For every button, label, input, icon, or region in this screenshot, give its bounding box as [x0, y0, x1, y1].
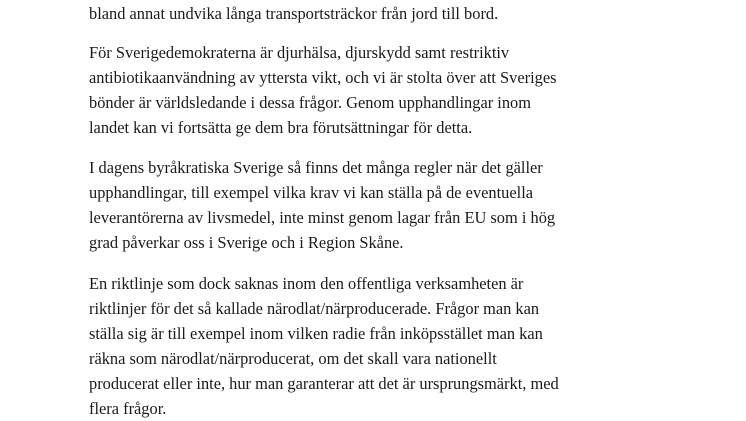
- text-line: upphandlingar, till exempel vilka krav vi kan ställa på de eventuella: [89, 183, 534, 202]
- text-line: producerat eller inte, hur man garanterar att det är ursprungsmärkt, med: [89, 374, 559, 393]
- paragraph-3: [89, 155, 555, 255]
- text-line: räkna som närodlat/närproducerat, om det skall vara nationellt: [89, 349, 497, 368]
- paragraph-4: [89, 271, 559, 421]
- text-line: leverantörerna av livsmedel, inte minst genom lagar från EU som i hög: [89, 208, 556, 227]
- text-line: flera frågor.: [89, 399, 167, 418]
- text-line: bönder är världsledande i dessa frågor. Genom upphandlingar inom: [89, 93, 531, 112]
- text-line: En riktlinje som dock saknas inom den offentliga verksamheten är: [89, 274, 524, 293]
- paragraph-2: [89, 40, 556, 140]
- text-line: bland annat undvika långa transportsträckor från jord till bord.: [89, 4, 499, 23]
- text-line: ställa sig är till exempel inom vilken radie från inköpsstället man kan: [89, 324, 543, 343]
- paragraph-1: [89, 1, 498, 26]
- text-line: I dagens byråkratiska Sverige så finns det många regler när det gäller: [89, 158, 543, 177]
- text-line: riktlinjer för det så kallade närodlat/närproducerade. Frågor man kan: [89, 299, 540, 318]
- text-line: antibiotikaanvändning av yttersta vikt, och vi är stolta över att Sveriges: [89, 68, 557, 87]
- text-line: landet kan vi fortsätta ge dem bra förutsättningar för detta.: [89, 118, 473, 137]
- text-line: För Sverigedemokraterna är djurhälsa, djurskydd samt restriktiv: [89, 43, 510, 62]
- text-line: grad påverkar oss i Sverige och i Region Skåne.: [89, 233, 404, 252]
